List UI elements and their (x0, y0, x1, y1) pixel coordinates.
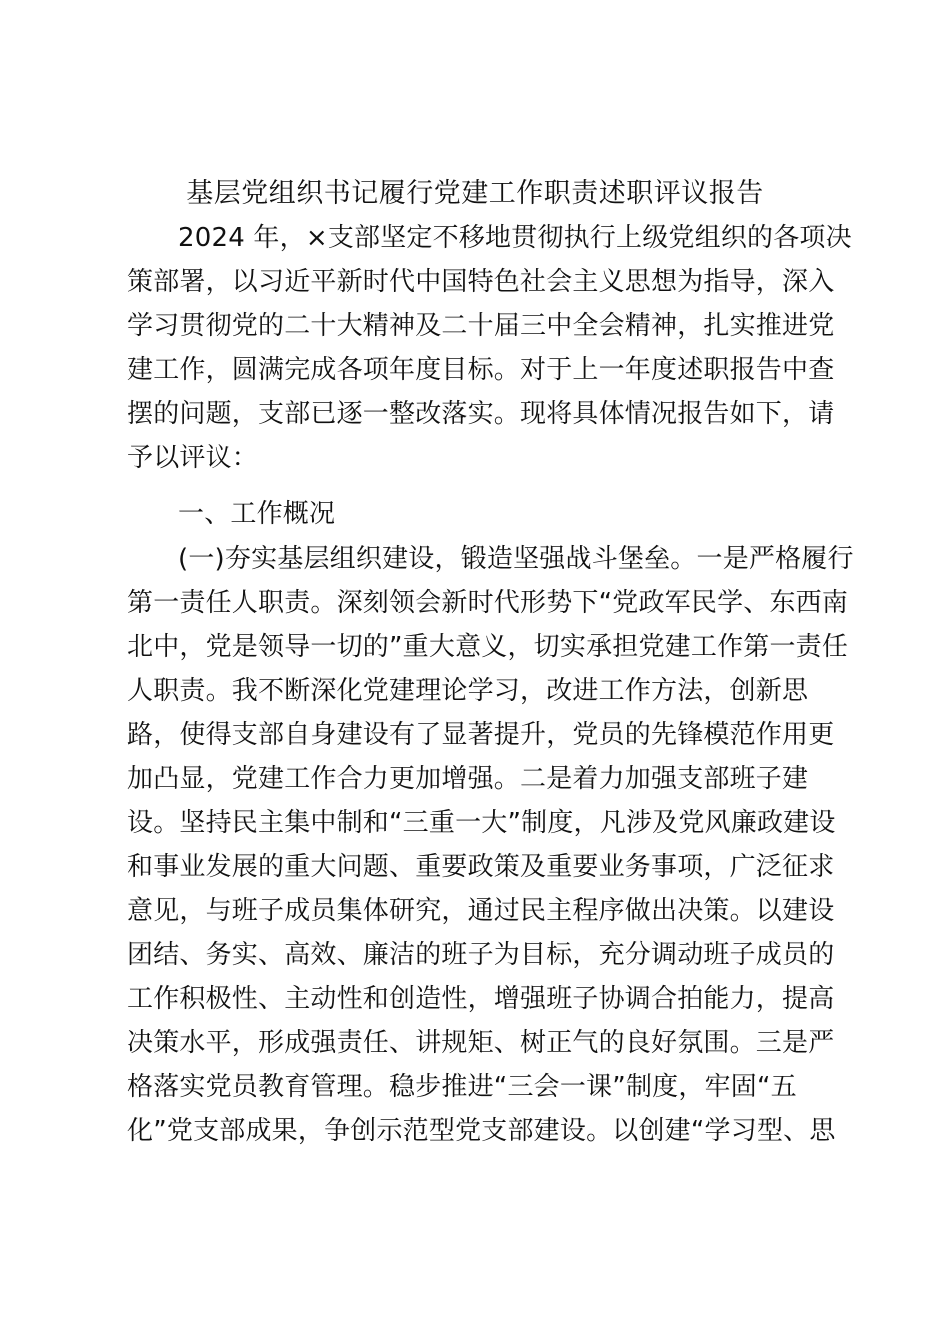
section-heading: 一、工作概况 (178, 499, 336, 529)
paragraph-line: 格落实党员教育管理。稳步推进“三会一课”制度，牢固“五 (127, 1072, 797, 1102)
paragraph-line: 建工作，圆满完成各项年度目标。对于上一年度述职报告中查 (127, 355, 835, 385)
paragraph-line: 策部署，以习近平新时代中国特色社会主义思想为指导，深入 (127, 267, 835, 297)
paragraph-line: 加凸显，党建工作合力更加增强。二是着力加强支部班子建 (127, 764, 809, 794)
paragraph-line: (一)夯实基层组织建设，锻造坚强战斗堡垒。一是严格履行 (178, 544, 854, 574)
paragraph-line: 2024 年，×支部坚定不移地贯彻执行上级党组织的各项决 (178, 223, 852, 253)
paragraph-line: 第一责任人职责。深刻领会新时代形势下“党政军民学、东西南 (127, 588, 849, 618)
paragraph-line: 决策水平，形成强责任、讲规矩、树正气的良好氛围。三是严 (127, 1028, 835, 1058)
paragraph-line: 工作积极性、主动性和创造性，增强班子协调合拍能力，提高 (127, 984, 835, 1014)
paragraph-line: 予以评议： (127, 443, 259, 473)
paragraph-line: 人职责。我不断深化党建理论学习，改进工作方法，创新思 (127, 676, 809, 706)
document-title: 基层党组织书记履行党建工作职责述职评议报告 (186, 178, 764, 209)
paragraph-line: 摆的问题，支部已逐一整改落实。现将具体情况报告如下，请 (127, 399, 835, 429)
paragraph-line: 团结、务实、高效、廉洁的班子为目标，充分调动班子成员的 (127, 940, 835, 970)
paragraph-line: 意见，与班子成员集体研究，通过民主程序做出决策。以建设 (127, 896, 835, 926)
paragraph-line: 化”党支部成果，争创示范型党支部建设。以创建“学习型、思 (127, 1116, 836, 1146)
paragraph-line: 设。坚持民主集中制和“三重一大”制度，凡涉及党风廉政建设 (127, 808, 836, 838)
paragraph-line: 和事业发展的重大问题、重要政策及重要业务事项，广泛征求 (127, 852, 835, 882)
paragraph-line: 北中，党是领导一切的”重大意义，切实承担党建工作第一责任 (127, 632, 849, 662)
paragraph-line: 学习贯彻党的二十大精神及二十届三中全会精神，扎实推进党 (127, 311, 835, 341)
paragraph-line: 路，使得支部自身建设有了显著提升，党员的先锋模范作用更 (127, 720, 835, 750)
